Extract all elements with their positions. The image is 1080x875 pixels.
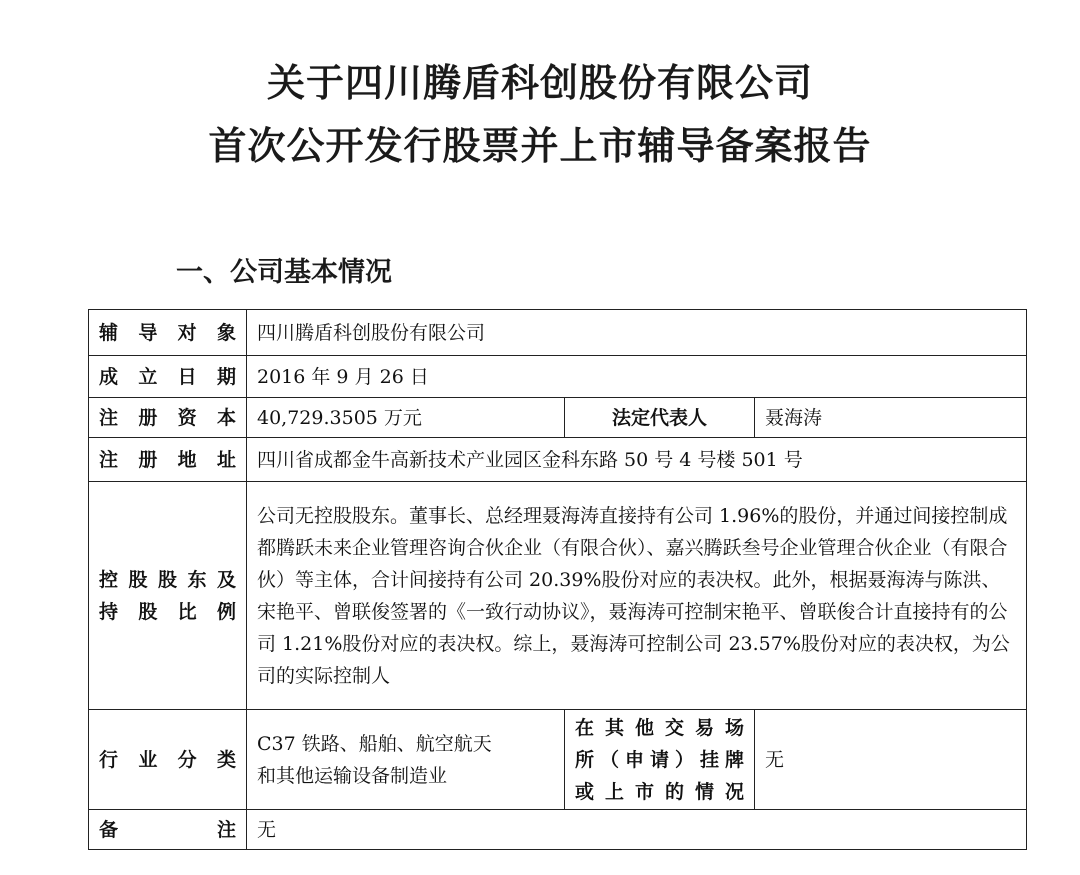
other-exchange-label-line2: 所（申请）挂牌 bbox=[575, 748, 744, 771]
registered-capital-label: 注册资本 bbox=[89, 398, 247, 438]
other-exchange-label-line3: 或上市的情况 bbox=[575, 780, 744, 803]
remarks-value: 无 bbox=[247, 810, 1027, 850]
company-info-table bbox=[88, 309, 1027, 850]
controlling-shareholder-value: 公司无控股股东。董事长、总经理聂海涛直接持有公司 1.96%的股份，并通过间接控制成都腾跃未来企业管理咨询合伙企业（有限合伙）、嘉兴腾跃叁号企业管理合伙企业（有限合伙）等主体，合计间接持有公司 20.39%股份对应的表决权。此外，根据聂海涛与陈洪、宋艳平、曾联俊签署的《一致行动协议》，聂海涛可控制宋艳平、曾联俊合计直接持有的公司 1.21%股份对应的表决权。综上，聂海涛可控制公司 23.57%股份对应的表决权，为公司的实际控制人 bbox=[247, 482, 1027, 710]
industry-label: 行业分类 bbox=[89, 710, 247, 810]
table-row bbox=[89, 398, 1027, 438]
other-exchange-label bbox=[565, 710, 755, 810]
other-exchange-label-line1: 在其他交易场 bbox=[575, 716, 744, 739]
controlling-shareholder-label bbox=[89, 482, 247, 710]
remarks-label: 备注 bbox=[89, 810, 247, 850]
other-exchange-value: 无 bbox=[755, 710, 1027, 810]
registered-address-value: 四川省成都金牛高新技术产业园区金科东路 50 号 4 号楼 501 号 bbox=[247, 438, 1027, 482]
table-row bbox=[89, 356, 1027, 398]
registered-capital-value: 40,729.3505 万元 bbox=[247, 398, 565, 438]
controlling-shareholder-label-line1: 控股股东及 bbox=[99, 568, 236, 591]
table-row bbox=[89, 710, 1027, 810]
tutoring-target-value: 四川腾盾科创股份有限公司 bbox=[247, 310, 1027, 356]
legal-rep-label: 法定代表人 bbox=[565, 398, 755, 438]
document-title-line2: 首次公开发行股票并上市辅导备案报告 bbox=[208, 124, 872, 168]
registered-address-label: 注册地址 bbox=[89, 438, 247, 482]
document-title-line1: 关于四川腾盾科创股份有限公司 bbox=[266, 61, 813, 105]
table-row bbox=[89, 438, 1027, 482]
section-heading: 一、公司基本情况 bbox=[176, 257, 392, 288]
table-row bbox=[89, 810, 1027, 850]
tutoring-target-label: 辅导对象 bbox=[89, 310, 247, 356]
industry-value-line2: 和其他运输设备制造业 bbox=[257, 764, 448, 787]
table-row bbox=[89, 482, 1027, 710]
industry-value bbox=[247, 710, 565, 810]
industry-value-line1: C37 铁路、船舶、航空航天 bbox=[257, 732, 492, 755]
established-date-value: 2016 年 9 月 26 日 bbox=[247, 356, 1027, 398]
table-row bbox=[89, 310, 1027, 356]
legal-rep-value: 聂海涛 bbox=[755, 398, 1027, 438]
established-date-label: 成立日期 bbox=[89, 356, 247, 398]
controlling-shareholder-label-line2: 持股比例 bbox=[99, 600, 236, 623]
